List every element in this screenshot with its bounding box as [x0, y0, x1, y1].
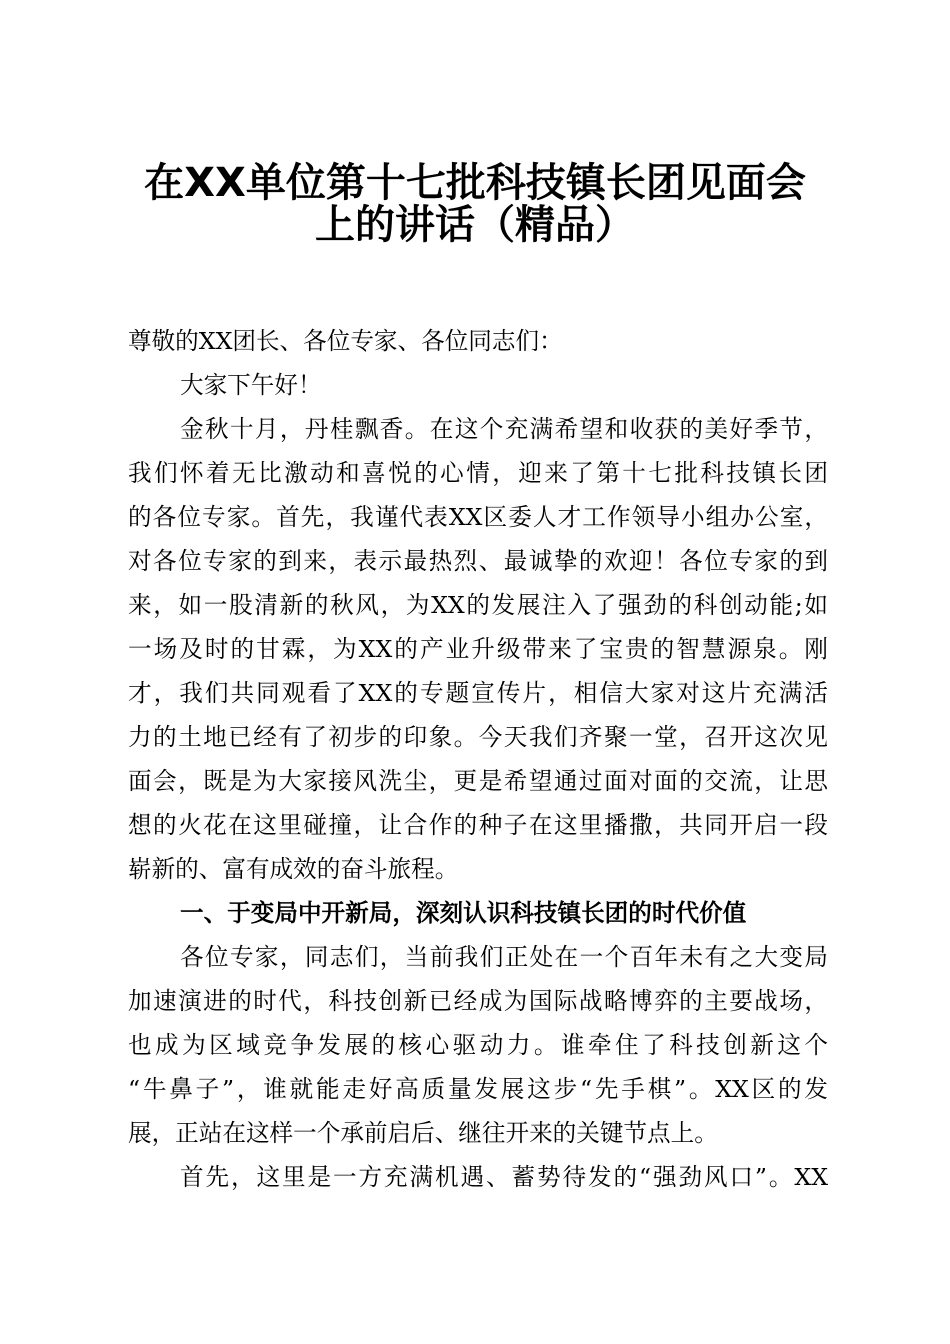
- paragraph-2-line: 加速演进的时代，科技创新已经成为国际战略博弈的主要战场，: [128, 987, 828, 1015]
- paragraph-2-line: 各位专家，同志们，当前我们正处在一个百年未有之大变局: [180, 943, 828, 971]
- greeting: 大家下午好！: [180, 371, 322, 399]
- paragraph-1-line: 面会，既是为大家接风洗尘，更是希望通过面对面的交流，让思: [128, 767, 828, 795]
- paragraph-1-line: 一场及时的甘霖，为XX的产业升级带来了宝贵的智慧源泉。刚: [128, 635, 828, 663]
- paragraph-1-line: 想的火花在这里碰撞，让合作的种子在这里播撒，共同开启一段: [128, 811, 828, 839]
- document-title-line-2: 上的讲话（精品）: [315, 202, 635, 248]
- paragraph-2-line: “牛鼻子”，谁就能走好高质量发展这步“先手棋”。XX区的发: [128, 1075, 828, 1103]
- document-title-line-1: 在XX单位第十七批科技镇长团见面会: [144, 160, 806, 206]
- paragraph-1-line: 力的土地已经有了初步的印象。今天我们齐聚一堂，召开这次见: [128, 723, 828, 751]
- paragraph-1-line: 金秋十月，丹桂飘香。在这个充满希望和收获的美好季节，: [180, 415, 828, 443]
- salutation: 尊敬的XX团长、各位专家、各位同志们：: [128, 327, 563, 355]
- paragraph-1-line: 我们怀着无比激动和喜悦的心情，迎来了第十七批科技镇长团: [128, 459, 828, 487]
- paragraph-1-line: 的各位专家。首先，我谨代表XX区委人才工作领导小组办公室，: [128, 503, 828, 531]
- paragraph-2-line: 展，正站在这样一个承前启后、继往开来的关键节点上。: [128, 1119, 718, 1147]
- paragraph-1-line: 崭新的、富有成效的奋斗旅程。: [128, 855, 459, 883]
- section-1-heading: 一、于变局中开新局，深刻认识科技镇长团的时代价值: [180, 899, 747, 927]
- paragraph-1-line: 对各位专家的到来，表示最热烈、最诚挚的欢迎！各位专家的到: [128, 547, 828, 575]
- paragraph-1-line: 才，我们共同观看了XX的专题宣传片，相信大家对这片充满活: [128, 679, 828, 707]
- paragraph-3-line: 首先，这里是一方充满机遇、蓄势待发的“强劲风口”。XX: [180, 1163, 828, 1191]
- paragraph-2-line: 也成为区域竞争发展的核心驱动力。谁牵住了科技创新这个: [128, 1031, 828, 1059]
- paragraph-1-line: 来，如一股清新的秋风，为XX的发展注入了强劲的科创动能;如: [128, 591, 828, 619]
